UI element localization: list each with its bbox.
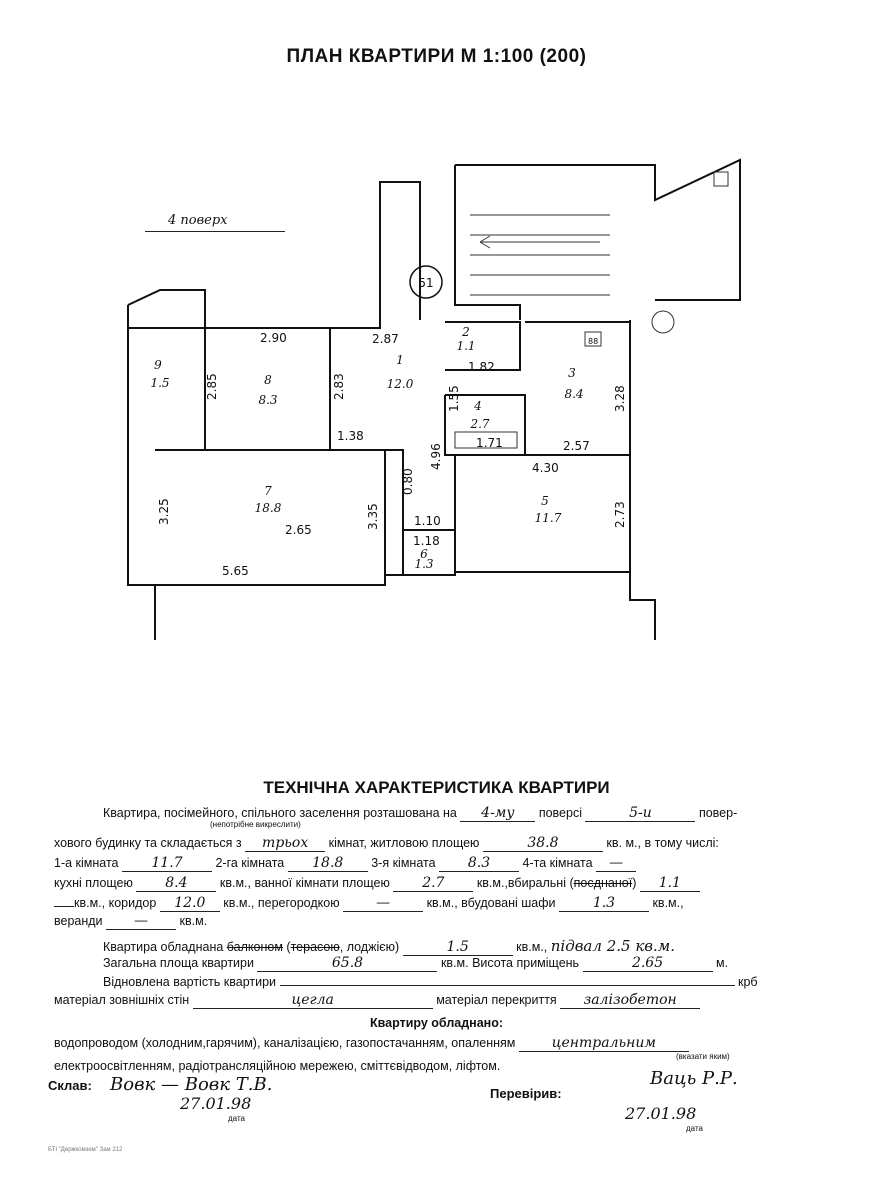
dim-1-71: 1.71 bbox=[476, 436, 503, 450]
partition-room7 bbox=[155, 450, 385, 585]
floors-value: 5-и bbox=[585, 806, 695, 822]
room-4-num: 4 bbox=[474, 399, 482, 413]
floor-label: 4 поверх bbox=[168, 213, 228, 228]
dim-2-73: 2.73 bbox=[613, 501, 627, 528]
room-1-num: 1 bbox=[396, 353, 404, 367]
dim-2-87: 2.87 bbox=[372, 332, 399, 346]
corridor-area: 12.0 bbox=[160, 896, 220, 912]
heating-type: центральним bbox=[519, 1036, 689, 1052]
tech-line-4: кухні площею 8.4 кв.м., ванної кімнати площею 2.7 кв.м.,вбиральні (поєднаної) 1.1 bbox=[54, 876, 700, 892]
checked-date-label: дата bbox=[686, 1124, 703, 1133]
ceiling-height: 2.65 bbox=[583, 956, 713, 972]
compiled-by-signature: Вовк — Вовк Т.В. bbox=[110, 1074, 273, 1095]
tech-line-2: хового будинку та складається з трьох кімнат, житловою площею 38.8 кв. м., в тому числі: bbox=[54, 835, 719, 851]
loggia-area: 1.5 bbox=[403, 940, 513, 956]
tech-line-7: Квартира обладнана балконом (терасою, лоджією) 1.5 кв.м., підвал 2.5 кв.м. bbox=[103, 937, 675, 955]
room-6-area: 1.3 bbox=[414, 557, 434, 571]
room2-area: 18.8 bbox=[288, 856, 368, 872]
checked-by-signature: Ваць Р.Р. bbox=[650, 1068, 738, 1089]
dim-1-10: 1.10 bbox=[414, 514, 441, 528]
room-1-area: 12.0 bbox=[386, 377, 414, 391]
veranda-area: — bbox=[106, 914, 176, 930]
equipped-title: Квартиру обладнано: bbox=[370, 1016, 503, 1030]
tech-note-2: (вказати яким) bbox=[676, 1052, 730, 1061]
dim-0-80: 0.80 bbox=[401, 468, 415, 495]
dim-1-18: 1.18 bbox=[413, 534, 440, 548]
room-3-num: 3 bbox=[568, 366, 576, 380]
room-5-area: 11.7 bbox=[534, 511, 562, 525]
room-3-area: 8.4 bbox=[564, 387, 584, 401]
tech-line-11: водопроводом (холодним,гарячим), каналізацією, газопостачанням, опаленням центральним bbox=[54, 1036, 689, 1052]
tech-title: ТЕХНІЧНА ХАРАКТЕРИСТИКА КВАРТИРИ bbox=[263, 778, 610, 797]
room-5-num: 5 bbox=[541, 494, 549, 508]
tech-line-5: кв.м., коридор 12.0 кв.м., перегородкою — кв.м., вбудовані шафи 1.3 кв.м., bbox=[54, 896, 684, 912]
dim-5-65: 5.65 bbox=[222, 564, 249, 578]
stair-arrow bbox=[480, 236, 600, 248]
living-area: 38.8 bbox=[483, 836, 603, 852]
room-9-area: 1.5 bbox=[150, 376, 170, 390]
outer-wall-top-mid bbox=[330, 182, 420, 328]
compiled-by-label: Склав: bbox=[48, 1078, 92, 1093]
room1-area: 11.7 bbox=[122, 856, 212, 872]
wc-area: 1.1 bbox=[640, 876, 700, 892]
stair-mark: 51 bbox=[418, 276, 434, 290]
tech-line-10: матеріал зовнішніх стін цегла матеріал перекриття залізобетон bbox=[54, 993, 700, 1009]
dim-3-35: 3.35 bbox=[366, 503, 380, 530]
room-7-num: 7 bbox=[264, 484, 272, 498]
floor-value: 4-му bbox=[460, 806, 535, 822]
dim-1-82: 1.82 bbox=[468, 360, 495, 374]
stair-steps bbox=[470, 215, 610, 295]
outer-wall-top-left bbox=[128, 290, 330, 328]
basement-note: підвал 2.5 кв.м. bbox=[550, 937, 675, 955]
room-8-area: 8.3 bbox=[258, 393, 278, 407]
vent-box bbox=[714, 172, 728, 186]
tech-line-9: Відновлена вартість квартири крб bbox=[103, 975, 758, 989]
floor-material: залізобетон bbox=[560, 993, 700, 1009]
checked-date: 27.01.98 bbox=[625, 1104, 697, 1123]
room-9-num: 9 bbox=[154, 358, 162, 372]
dim-1-38: 1.38 bbox=[337, 429, 364, 443]
dim-2-85: 2.85 bbox=[205, 373, 219, 400]
outer-wall-left bbox=[128, 305, 155, 640]
tech-line-3: 1-а кімната 11.7 2-га кімната 18.8 3-я кімната 8.3 4-та кімната — bbox=[54, 856, 636, 872]
compiled-date-label: дата bbox=[228, 1114, 245, 1123]
room4-area: — bbox=[596, 856, 636, 872]
dim-1-55: 1.55 bbox=[447, 385, 461, 412]
room3-area: 8.3 bbox=[439, 856, 519, 872]
room-7-area: 18.8 bbox=[254, 501, 282, 515]
tech-note-1: (непотрібне викреслити) bbox=[210, 820, 301, 829]
dim-3-25: 3.25 bbox=[157, 498, 171, 525]
dim-2-90: 2.90 bbox=[260, 331, 287, 345]
partition-room1-right bbox=[445, 395, 455, 575]
dim-4-96: 4.96 bbox=[429, 443, 443, 470]
tech-line-12: електроосвітленням, радіотрансляційною мережею, сміттєвідводом, ліфтом. bbox=[54, 1059, 501, 1073]
tech-line-6: веранди — кв.м. bbox=[54, 913, 208, 929]
dim-2-83: 2.83 bbox=[332, 373, 346, 400]
partition-area: — bbox=[343, 896, 423, 912]
compiled-date: 27.01.98 bbox=[180, 1094, 252, 1113]
partition-room8 bbox=[205, 328, 330, 450]
riser-icon bbox=[652, 311, 674, 333]
room-2-num: 2 bbox=[462, 325, 470, 339]
stair-top bbox=[455, 160, 740, 300]
rooms-count: трьох bbox=[245, 836, 325, 852]
closets-area: 1.3 bbox=[559, 896, 649, 912]
room-8-num: 8 bbox=[264, 373, 272, 387]
tech-line-8: Загальна площа квартири 65.8 кв.м. Висота приміщень 2.65 м. bbox=[103, 955, 729, 971]
footer-note: БТІ "Держкомзем" Зам 212 bbox=[48, 1147, 123, 1153]
dim-2-57: 2.57 bbox=[563, 439, 590, 453]
fixture-label: 88 bbox=[588, 337, 599, 346]
tech-line-1: Квартира, посімейного, спільного заселення розташована на 4-му поверсі 5-и повер- bbox=[103, 805, 738, 821]
plan-title: ПЛАН КВАРТИРИ М 1:100 (200) bbox=[286, 46, 587, 67]
dim-2-65: 2.65 bbox=[285, 523, 312, 537]
outer-wall-right bbox=[630, 320, 655, 640]
total-area: 65.8 bbox=[257, 956, 437, 972]
bath-area: 2.7 bbox=[393, 876, 473, 892]
kitchen-area: 8.4 bbox=[136, 876, 216, 892]
walls-material: цегла bbox=[193, 993, 433, 1009]
dim-4-30: 4.30 bbox=[532, 461, 559, 475]
checked-by-label: Перевірив: bbox=[490, 1086, 562, 1101]
room-6-num: 6 bbox=[420, 547, 428, 561]
dim-3-28: 3.28 bbox=[613, 385, 627, 412]
room-2-area: 1.1 bbox=[456, 339, 476, 353]
room-4-area: 2.7 bbox=[470, 417, 490, 431]
